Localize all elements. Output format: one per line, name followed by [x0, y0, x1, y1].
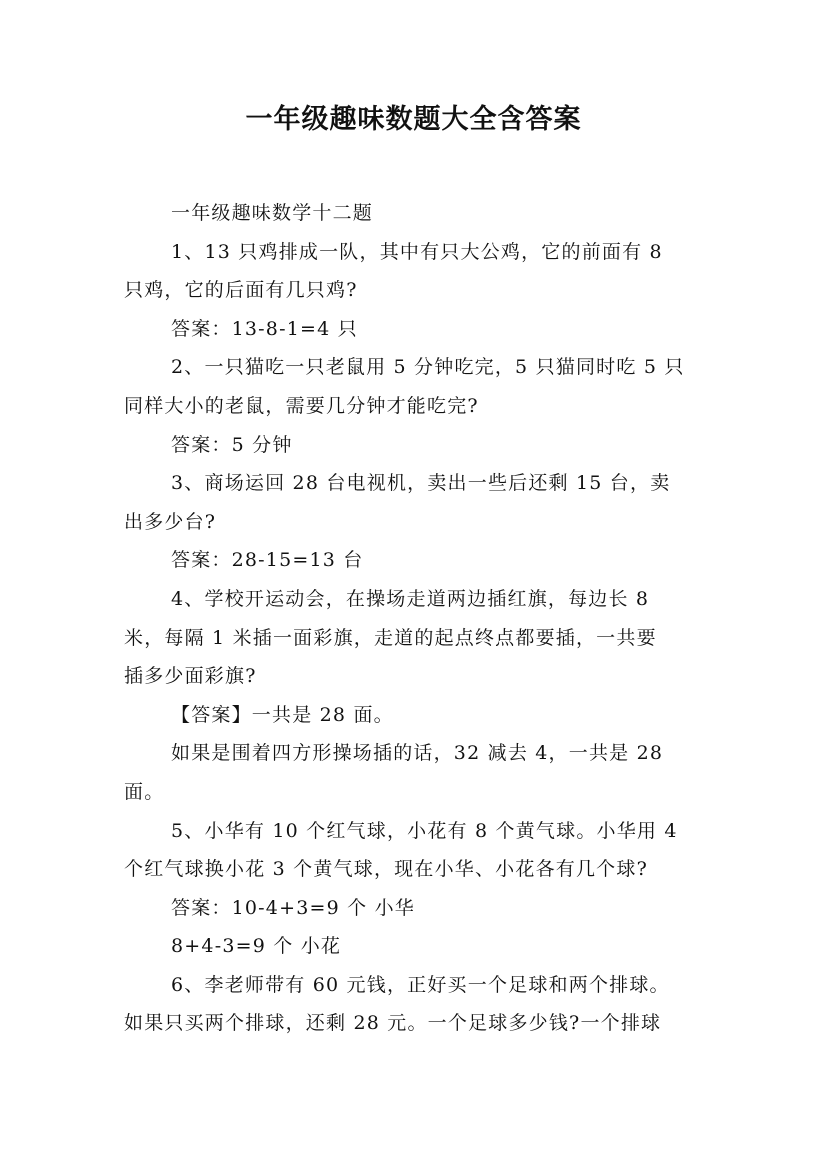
question-4-line-2: 米，每隔 1 米插一面彩旗，走道的起点终点都要插，一共要	[124, 626, 657, 649]
answer-5-line-1: 答案：10-4+3=9 个 小华	[171, 896, 415, 919]
question-3-line-1: 3、商场运回 28 台电视机，卖出一些后还剩 15 台，卖	[171, 472, 671, 495]
answer-4-extra-line-1: 如果是围着四方形操场插的话，32 减去 4，一共是 28	[171, 742, 664, 765]
question-2-line-1: 2、一只猫吃一只老鼠用 5 分钟吃完，5 只猫同时吃 5 只	[171, 356, 685, 379]
question-5-line-1: 5、小华有 10 个红气球，小花有 8 个黄气球。小华用 4	[171, 819, 678, 842]
answer-4: 【答案】一共是 28 面。	[171, 703, 394, 726]
question-1-line-2: 只鸡，它的后面有几只鸡?	[124, 279, 358, 302]
subtitle: 一年级趣味数学十二题	[171, 202, 374, 224]
document-title: 一年级趣味数题大全含答案	[245, 104, 582, 135]
question-2-line-2: 同样大小的老鼠，需要几分钟才能吃完?	[124, 394, 479, 417]
answer-1: 答案：13-8-1=4 只	[171, 317, 358, 340]
question-4-line-1: 4、学校开运动会，在操场走道两边插红旗，每边长 8	[171, 587, 650, 610]
answer-2: 答案：5 分钟	[171, 433, 293, 456]
question-3-line-2: 出多少台?	[124, 510, 217, 533]
question-4-line-3: 插多少面彩旗?	[124, 665, 257, 688]
answer-5-line-2: 8+4-3=9 个 小花	[171, 935, 342, 958]
question-6-line-1: 6、李老师带有 60 元钱，正好买一个足球和两个排球。	[171, 973, 670, 996]
answer-4-extra-line-2: 面。	[124, 780, 165, 803]
answer-3: 答案：28-15=13 台	[171, 549, 364, 572]
question-1-line-1: 1、13 只鸡排成一队，其中有只大公鸡，它的前面有 8	[171, 240, 663, 263]
question-5-line-2: 个红气球换小花 3 个黄气球，现在小华、小花各有几个球?	[124, 858, 648, 881]
question-6-line-2: 如果只买两个排球，还剩 28 元。一个足球多少钱?一个排球	[124, 1012, 662, 1035]
document-body	[124, 194, 709, 1043]
